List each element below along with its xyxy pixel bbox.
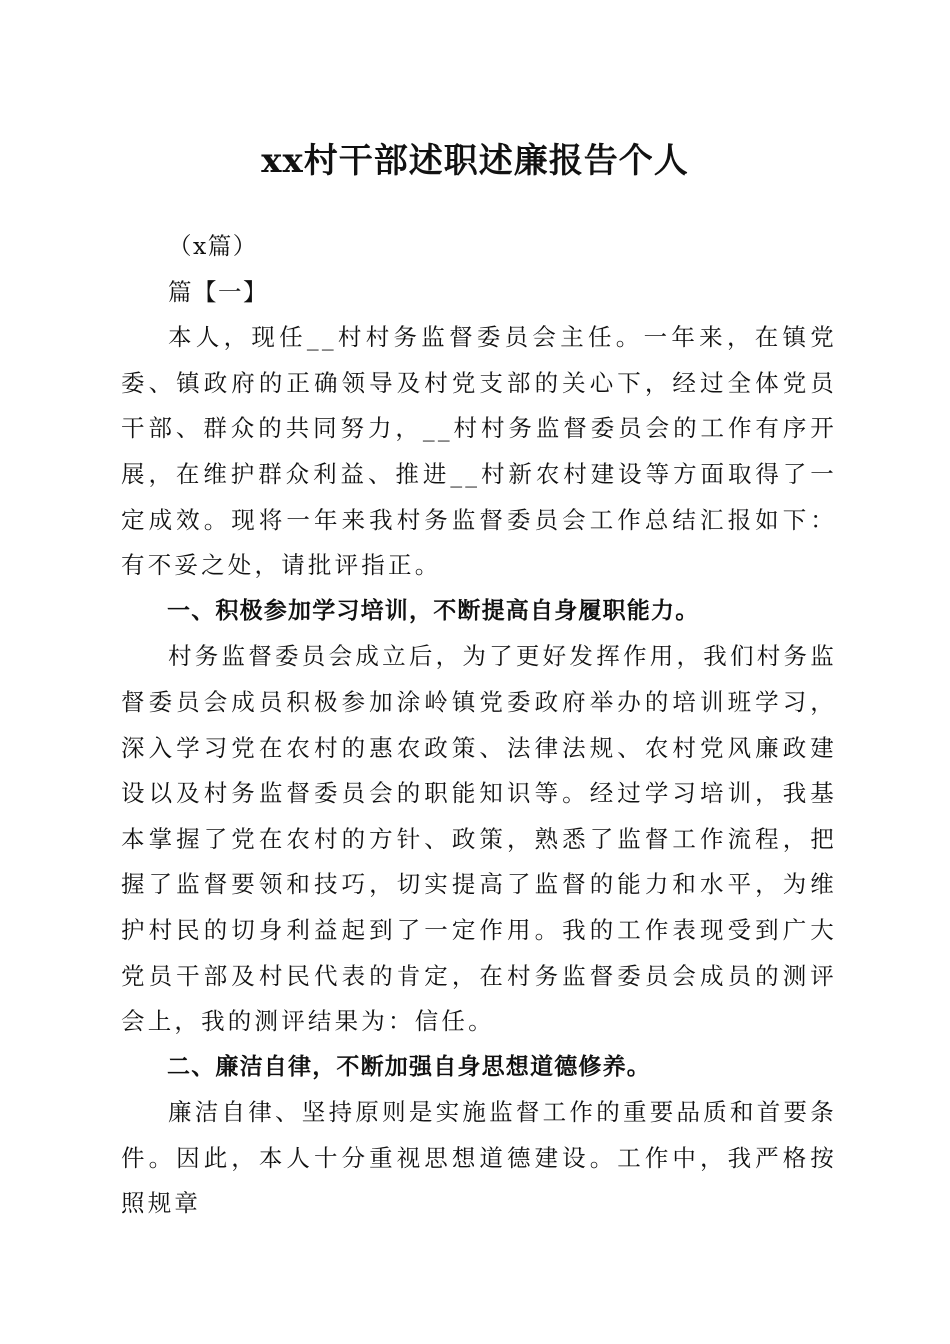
document-title: xx村干部述职述廉报告个人 xyxy=(261,141,689,181)
section-heading: 一、积极参加学习培训，不断提高自身履职能力。 xyxy=(167,597,700,624)
body-paragraph: 廉洁自律、坚持原则是实施监督工作的重要品质和首要条件。因此，本人十分重视思想道德建设。工作中，我严格按照规章 xyxy=(121,1098,837,1218)
section-heading: 二、廉洁自律，不断加强自身思想道德修养。 xyxy=(167,1053,651,1080)
body-paragraph: 村务监督委员会成立后，为了更好发挥作用，我们村务监督委员会成员积极参加涂岭镇党委政府举办的培训班学习，深入学习党在农村的惠农政策、法律法规、农村党风廉政建设以及村务监督委员会的职能知识等。经过学习培训，我基本掌握了党在农村的方针、政策，熟悉了监督工作流程，把握了监督要领和技巧，切实提高了监督的能力和水平，为维护村民的切身利益起到了一定作用。我的工作表现受到广大党员干部及村民代表的肯定，在村务监督委员会成员的测评会上，我的测评结果为：信任。 xyxy=(121,642,837,1036)
document-body xyxy=(121,224,837,1227)
section-label: 篇【一】 xyxy=(168,277,268,306)
body-paragraph: 本人，现任__村村务监督委员会主任。一年来，在镇党委、镇政府的正确领导及村党支部的关心下，经过全体党员干部、群众的共同努力，__村村务监督委员会的工作有序开展，在维护群众利益、推进__村新农村建设等方面取得了一定成效。现将一年来我村务监督委员会工作总结汇报如下：有不妥之处，请批评指正。 xyxy=(121,323,837,580)
article-count-label: （x篇） xyxy=(168,232,258,260)
